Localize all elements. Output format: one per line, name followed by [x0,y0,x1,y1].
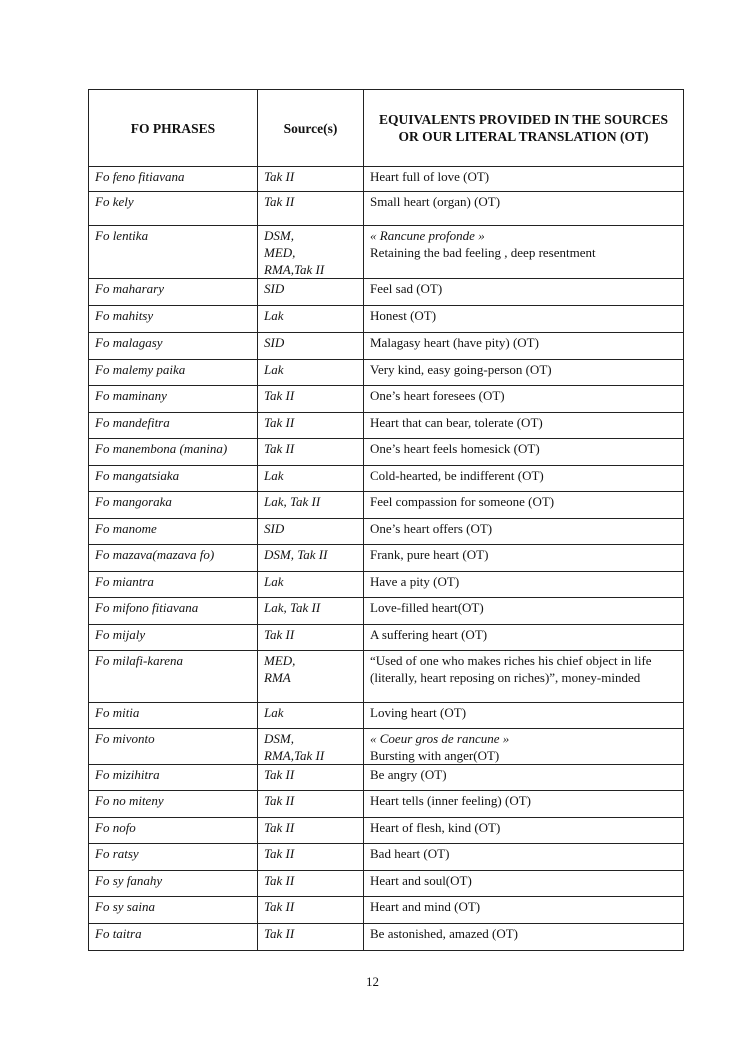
equivalent-text: One’s heart foresees (OT) [370,388,505,403]
equivalent-cell [364,791,684,818]
source-line: Lak [264,468,284,483]
sources-cell [258,703,364,729]
table-row [89,625,684,651]
equivalent-text: Heart and mind (OT) [370,899,481,914]
source-line: Tak II [264,820,295,835]
source-line: DSM, Tak II [264,547,328,562]
sources-cell [258,226,364,279]
french-equivalent: « Coeur gros de rancune » [370,731,510,746]
phrase-cell: Fo mahitsy [89,306,258,333]
sources-cell [258,871,364,897]
equivalent-text: A suffering heart (OT) [370,627,488,642]
sources-cell [258,279,364,306]
equivalent-text: Very kind, easy going-person (OT) [370,362,552,377]
table-row [89,466,684,492]
phrase-cell: Fo lentika [89,226,258,279]
sources-cell [258,598,364,625]
source-line: DSM, [264,731,294,746]
source-line: SID [264,521,285,536]
equivalent-text: Bursting with anger(OT) [370,748,500,763]
source-line: Tak II [264,169,295,184]
table-row [89,729,684,765]
source-line: RMA,Tak II [264,262,325,277]
phrases-table [88,89,684,951]
equivalent-text: Heart of flesh, kind (OT) [370,820,501,835]
sources-cell [258,167,364,192]
phrase-cell: Fo feno fitiavana [89,167,258,192]
phrase-cell: Fo mangatsiaka [89,466,258,492]
equivalent-text: Retaining the bad feeling , deep resentment [370,245,596,260]
sources-cell [258,545,364,572]
equivalent-cell [364,572,684,598]
equivalent-cell [364,226,684,279]
sources-cell [258,791,364,818]
phrase-cell: Fo milafi-karena [89,651,258,703]
source-line: MED, [264,653,296,668]
equivalent-cell [364,413,684,439]
phrase-cell: Fo malagasy [89,333,258,360]
column-header-equivalents: EQUIVALENTS PROVIDED IN THE SOURCES OR OUR LITERAL TRANSLATION (OT) [364,90,684,167]
equivalent-cell [364,625,684,651]
source-line: Tak II [264,415,295,430]
source-line: RMA,Tak II [264,748,325,763]
phrase-cell: Fo mangoraka [89,492,258,519]
phrase-cell: Fo mitia [89,703,258,729]
equivalent-text: Heart tells (inner feeling) (OT) [370,793,531,808]
phrase-cell: Fo taitra [89,924,258,951]
equivalent-text: “Used of one who makes riches his chief object in life (literally, heart reposing on riches)”, money-minded [370,653,652,685]
table-row [89,818,684,844]
table-row [89,492,684,519]
sources-cell [258,844,364,871]
column-header-phrases: FO PHRASES [89,90,258,167]
source-line: Lak [264,705,284,720]
table-row [89,306,684,333]
phrase-cell: Fo sy fanahy [89,871,258,897]
sources-cell [258,729,364,765]
table-header-row [89,90,684,167]
equivalent-text: Loving heart (OT) [370,705,467,720]
column-header-sources: Source(s) [258,90,364,167]
equivalent-text: Cold-hearted, be indifferent (OT) [370,468,544,483]
phrase-cell: Fo mizihitra [89,765,258,791]
sources-cell [258,519,364,545]
equivalent-cell [364,439,684,466]
equivalent-cell [364,765,684,791]
source-line: Tak II [264,441,295,456]
table-row [89,413,684,439]
table-row [89,386,684,413]
sources-cell [258,333,364,360]
sources-cell [258,818,364,844]
equivalent-cell [364,545,684,572]
equivalent-text: Feel compassion for someone (OT) [370,494,555,509]
equivalent-cell [364,818,684,844]
table-row [89,651,684,703]
phrase-cell: Fo kely [89,192,258,226]
phrase-cell: Fo nofo [89,818,258,844]
phrase-cell: Fo manembona (manina) [89,439,258,466]
equivalent-cell [364,279,684,306]
source-line: Lak [264,574,284,589]
equivalent-cell [364,844,684,871]
source-line: Lak, Tak II [264,494,321,509]
equivalent-text: Bad heart (OT) [370,846,450,861]
table-row [89,439,684,466]
equivalent-cell [364,492,684,519]
equivalent-cell [364,360,684,386]
table-row [89,844,684,871]
equivalent-text: Have a pity (OT) [370,574,460,589]
table-row [89,791,684,818]
phrase-cell: Fo manome [89,519,258,545]
source-line: Lak [264,308,284,323]
equivalent-cell [364,598,684,625]
source-line: RMA [264,670,291,685]
source-line: Tak II [264,767,295,782]
table-row [89,897,684,924]
table-row [89,545,684,572]
table-row [89,167,684,192]
phrase-cell: Fo no miteny [89,791,258,818]
equivalent-text: Feel sad (OT) [370,281,443,296]
sources-cell [258,765,364,791]
sources-cell [258,306,364,333]
equivalent-text: Be angry (OT) [370,767,447,782]
phrase-cell: Fo mifono fitiavana [89,598,258,625]
table-row [89,226,684,279]
table-row [89,333,684,360]
equivalent-cell [364,897,684,924]
sources-cell [258,466,364,492]
phrase-cell: Fo malemy paika [89,360,258,386]
sources-cell [258,360,364,386]
source-line: SID [264,281,285,296]
sources-cell [258,386,364,413]
sources-cell [258,625,364,651]
table-row [89,765,684,791]
source-line: Lak, Tak II [264,600,321,615]
equivalent-cell [364,871,684,897]
source-line: SID [264,335,285,350]
phrase-cell: Fo mazava(mazava fo) [89,545,258,572]
source-line: Tak II [264,627,295,642]
equivalent-text: One’s heart offers (OT) [370,521,493,536]
table-row [89,360,684,386]
equivalent-text: Malagasy heart (have pity) (OT) [370,335,539,350]
sources-cell [258,439,364,466]
sources-cell [258,924,364,951]
equivalent-cell [364,729,684,765]
source-line: Lak [264,362,284,377]
equivalent-text: Heart full of love (OT) [370,169,490,184]
phrase-cell: Fo mandefitra [89,413,258,439]
sources-cell [258,413,364,439]
equivalent-cell [364,703,684,729]
equivalent-text: Be astonished, amazed (OT) [370,926,519,941]
equivalent-cell [364,167,684,192]
equivalent-text: Small heart (organ) (OT) [370,194,501,209]
phrase-cell: Fo mijaly [89,625,258,651]
source-line: DSM, [264,228,294,243]
phrase-cell: Fo maminany [89,386,258,413]
equivalent-cell [364,651,684,703]
phrase-cell: Fo ratsy [89,844,258,871]
table-row [89,192,684,226]
equivalent-text: Frank, pure heart (OT) [370,547,489,562]
equivalent-text: One’s heart feels homesick (OT) [370,441,540,456]
sources-cell [258,651,364,703]
equivalent-cell [364,192,684,226]
equivalent-cell [364,466,684,492]
source-line: Tak II [264,899,295,914]
sources-cell [258,192,364,226]
source-line: Tak II [264,926,295,941]
equivalent-cell [364,924,684,951]
equivalent-text: Honest (OT) [370,308,437,323]
sources-cell [258,897,364,924]
source-line: MED, [264,245,296,260]
table-row [89,572,684,598]
equivalent-text: Heart and soul(OT) [370,873,472,888]
table-row [89,703,684,729]
page-number: 12 [366,974,379,989]
sources-cell [258,492,364,519]
table-row [89,871,684,897]
phrase-cell: Fo maharary [89,279,258,306]
table-body [89,167,684,951]
equivalent-text: Love-filled heart(OT) [370,600,484,615]
equivalent-text: Heart that can bear, tolerate (OT) [370,415,543,430]
phrase-cell: Fo sy saina [89,897,258,924]
equivalent-cell [364,306,684,333]
table-row [89,519,684,545]
table-row [89,279,684,306]
source-line: Tak II [264,194,295,209]
equivalent-cell [364,386,684,413]
source-line: Tak II [264,388,295,403]
phrase-cell: Fo miantra [89,572,258,598]
table-row [89,598,684,625]
source-line: Tak II [264,846,295,861]
equivalent-cell [364,519,684,545]
phrase-cell: Fo mivonto [89,729,258,765]
sources-cell [258,572,364,598]
source-line: Tak II [264,873,295,888]
source-line: Tak II [264,793,295,808]
table-row [89,924,684,951]
equivalent-cell [364,333,684,360]
french-equivalent: « Rancune profonde » [370,228,485,243]
